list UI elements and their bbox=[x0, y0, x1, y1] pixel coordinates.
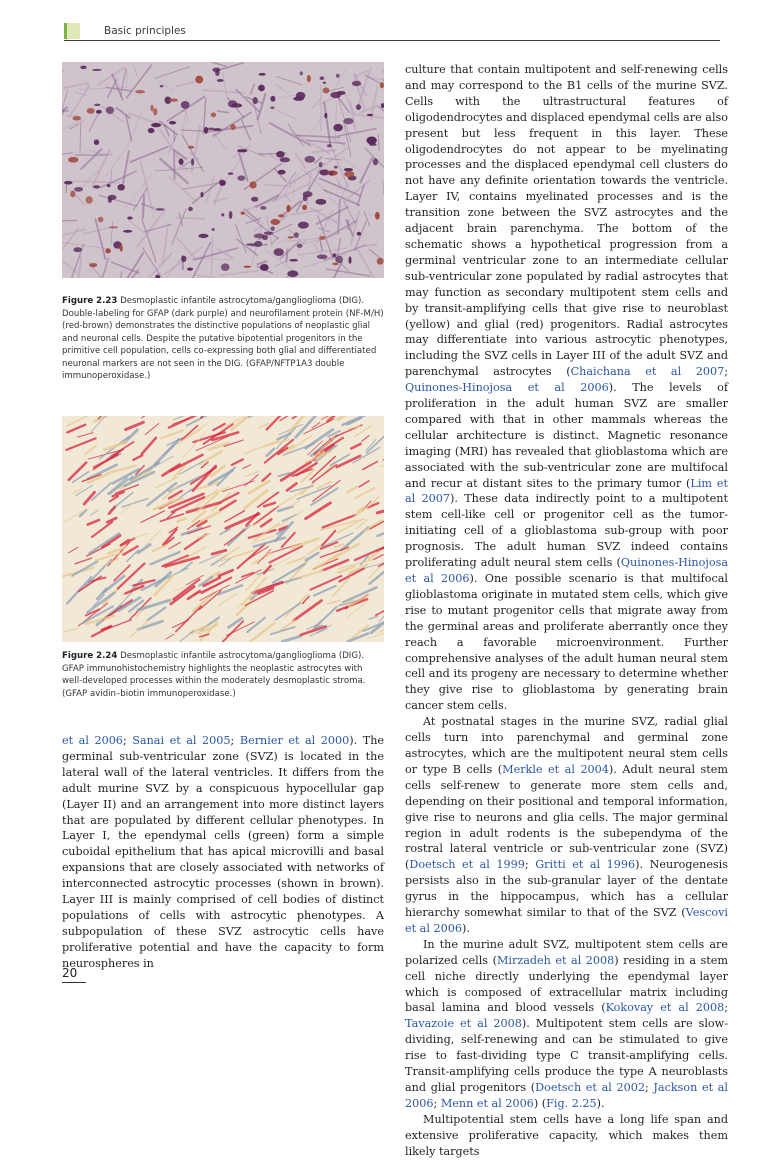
figure-2-23-image bbox=[62, 62, 384, 278]
figure-number: Figure 2.23 bbox=[62, 296, 117, 306]
paragraph bbox=[405, 62, 728, 714]
figure-2-24-caption bbox=[62, 650, 384, 700]
citation-link[interactable]: Doetsch et al 1999 bbox=[409, 858, 525, 871]
citation-link[interactable]: Menn et al 2006 bbox=[441, 1097, 534, 1110]
text-run: Multipotential stem cells have a long life span and extensive proliferative capacity, which makes them likely targets bbox=[405, 1113, 728, 1158]
page-number: 20 bbox=[62, 966, 77, 980]
citation-link[interactable]: et al 2006 bbox=[62, 734, 123, 747]
text-run: ). The levels of proliferation in the adult human SVZ are smaller compared with that in other mammals whereas the cellular architecture is distinct. Magnetic resonance imaging (MRI) has revealed that glioblastoma which are associated with the sub-ventricular zone are multifocal and recur at distant sites to the primary tumor ( bbox=[405, 381, 728, 489]
citation-link[interactable]: Fig. 2.25 bbox=[546, 1097, 597, 1110]
text-run: ). Multipotent stem cells are slow-dividing, self-renewing and can be stimulated to give rise to fast-dividing type C transit-amplifying cells. Transit-amplifying cells produce the type A neuroblasts and glial progenitors ( bbox=[405, 1017, 728, 1094]
citation-link[interactable]: Mirzadeh et al 2008 bbox=[497, 954, 614, 967]
text-run: ; bbox=[724, 365, 728, 378]
text-run: ). bbox=[597, 1097, 605, 1110]
figure-2-23-caption bbox=[62, 295, 384, 383]
text-run: ). These data indirectly point to a multipotent stem cell-like cell or progenitor cell as the tumor-initiating cell of a glioblastoma sub-group with poor prognosis. The adult human SVZ indeed contains proliferating adult neural stem cells ( bbox=[405, 492, 728, 569]
micrograph-texture bbox=[62, 62, 384, 278]
text-run: ). bbox=[462, 922, 470, 935]
text-run: ; bbox=[231, 734, 240, 747]
text-run: ). Adult neural stem cells self-renew to generate more stem cells and, depending on their positional and temporal information, give rise to neurons and glia cells. The major germinal region in adult rodents is the subependyma of the rostral lateral ventricle or sub-ventricular zone (SVZ) ( bbox=[405, 763, 728, 871]
citation-link[interactable]: Tavazoie et al 2008 bbox=[405, 1017, 522, 1030]
citation-link[interactable]: Lim et al 2007 bbox=[405, 477, 728, 506]
left-column-text bbox=[62, 733, 384, 972]
caption-text: Desmoplastic infantile astrocytoma/ganglioglioma (DIG). GFAP immunohistochemistry highlights the neoplastic astrocytes with well-developed processes within the moderately desmoplastic stroma. (GFAP avidin–biotin immunoperoxidase.) bbox=[62, 651, 366, 699]
text-run: ; bbox=[433, 1097, 440, 1110]
citation-link[interactable]: Gritti et al 1996 bbox=[535, 858, 635, 871]
figure-2-24-image bbox=[62, 416, 384, 642]
paragraph bbox=[405, 937, 728, 1112]
citation-link[interactable]: Merkle et al 2004 bbox=[502, 763, 609, 776]
paragraph bbox=[405, 1112, 728, 1160]
citation-link[interactable]: Jackson et al 2006 bbox=[405, 1081, 728, 1110]
header-bar-accent bbox=[64, 23, 80, 39]
citation-link[interactable]: Quinones-Hinojosa et al 2006 bbox=[405, 381, 609, 394]
paragraph bbox=[405, 714, 728, 937]
page-number-rule bbox=[62, 982, 86, 983]
text-run: At postnatal stages in the murine SVZ, radial glial cells turn into parenchymal and germinal zone astrocytes, which are the multipotent neural stem cells or type B cells ( bbox=[405, 715, 728, 776]
citation-link[interactable]: Quinones-Hinojosa et al 2006 bbox=[405, 556, 728, 585]
running-header: Basic principles bbox=[104, 25, 186, 37]
text-run: ; bbox=[724, 1001, 728, 1014]
citation-link[interactable]: Vescovi et al 2006 bbox=[405, 906, 728, 935]
text-run: ) ( bbox=[534, 1097, 546, 1110]
text-run: ; bbox=[645, 1081, 653, 1094]
text-run: ; bbox=[525, 858, 535, 871]
text-run: ) residing in a stem cell niche directly underlying the ependymal layer which is composed of extracellular matrix including basal lamina and blood vessels ( bbox=[405, 954, 728, 1015]
figure-number: Figure 2.24 bbox=[62, 651, 117, 661]
citation-link[interactable]: Doetsch et al 2002 bbox=[535, 1081, 645, 1094]
text-run: In the murine adult SVZ, multipotent stem cells are polarized cells ( bbox=[405, 938, 728, 967]
micrograph-texture bbox=[62, 416, 384, 642]
citation-link[interactable]: Chaichana et al 2007 bbox=[571, 365, 725, 378]
citation-link[interactable]: Bernier et al 2000 bbox=[240, 734, 349, 747]
text-run: ). One possible scenario is that multifocal glioblastoma originate in mutated stem cells, which give rise to mutant progenitor cells that migrate away from the germinal areas and proliferate aberrantly once they reach a favorable microenvironment. Further comprehensive analyses of the adult human neural stem cell and its progeny are necessary to determine whether they give rise to glioblastoma by generating brain cancer stem cells. bbox=[405, 572, 728, 712]
text-run: ). The germinal sub-ventricular zone (SVZ) is located in the lateral wall of the lateral ventricles. It differs from the adult murine SVZ by a conspicuous hypocellular gap (Layer II) and an arrangement into more distinct layers that are populated by different cellular phenotypes. In Layer I, the ependymal cells (green) form a simple cuboidal epithelium that has apical microvilli and basal expansions that are closely associated with networks of interconnected astrocytic processes (shown in brown). Layer III is mainly comprised of cell bodies of distinct populations of cells with astrocytic phenotypes. A subpopulation of these SVZ astrocytic cells have proliferative potential and have the capacity to form neurospheres in bbox=[62, 734, 384, 970]
header-rule bbox=[64, 40, 720, 41]
text-run: ). Neurogenesis persists also in the sub-granular layer of the dentate gyrus in the hippocampus, which has a cellular hierarchy somewhat similar to that of the SVZ ( bbox=[405, 858, 728, 919]
citation-link[interactable]: Sanai et al 2005 bbox=[132, 734, 230, 747]
text-run: ; bbox=[123, 734, 132, 747]
text-run: culture that contain multipotent and self-renewing cells and may correspond to the B1 cells of the murine SVZ. Cells with the ultrastructural features of oligodendrocytes and displaced ependymal cells are also present but less frequent in this layer. These oligodendrocytes do not appear to be myelinating processes and the displaced ependymal cell clusters do not have any definite orientation towards the ventricle. Layer IV, contains myelinated processes and is the transition zone between the SVZ astrocytes and the adjacent brain parenchyma. The bottom of the schematic shows a hypothetical progression from a germinal ventricular zone to an intermediate cellular sub-ventricular zone populated by radial astrocytes that may function as secondary multipotent stem cells and by transit-amplifying cells that give rise to neuroblast (yellow) and glial (red) progenitors. Radial astrocytes may differentiate into various astrocytic phenotypes, including the SVZ cells in Layer III of the adult SVZ and parenchymal astrocytes ( bbox=[405, 63, 728, 378]
paragraph bbox=[62, 733, 384, 972]
citation-link[interactable]: Kokovay et al 2008 bbox=[606, 1001, 725, 1014]
caption-text: Desmoplastic infantile astrocytoma/ganglioglioma (DIG). Double-labeling for GFAP (dark purple) and neurofilament protein (NF-M/H) (red-brown) demonstrates the distinctive populations of neoplastic glial and neuronal cells. Despite the putative bipotential progenitors in the primitive cell population, cells co-expressing both glial and differentiated neuronal markers are not seen in the DIG. (GFAP/NFTP1A3 double immunoperoxidase.) bbox=[62, 296, 384, 381]
right-column-text bbox=[405, 62, 728, 1160]
